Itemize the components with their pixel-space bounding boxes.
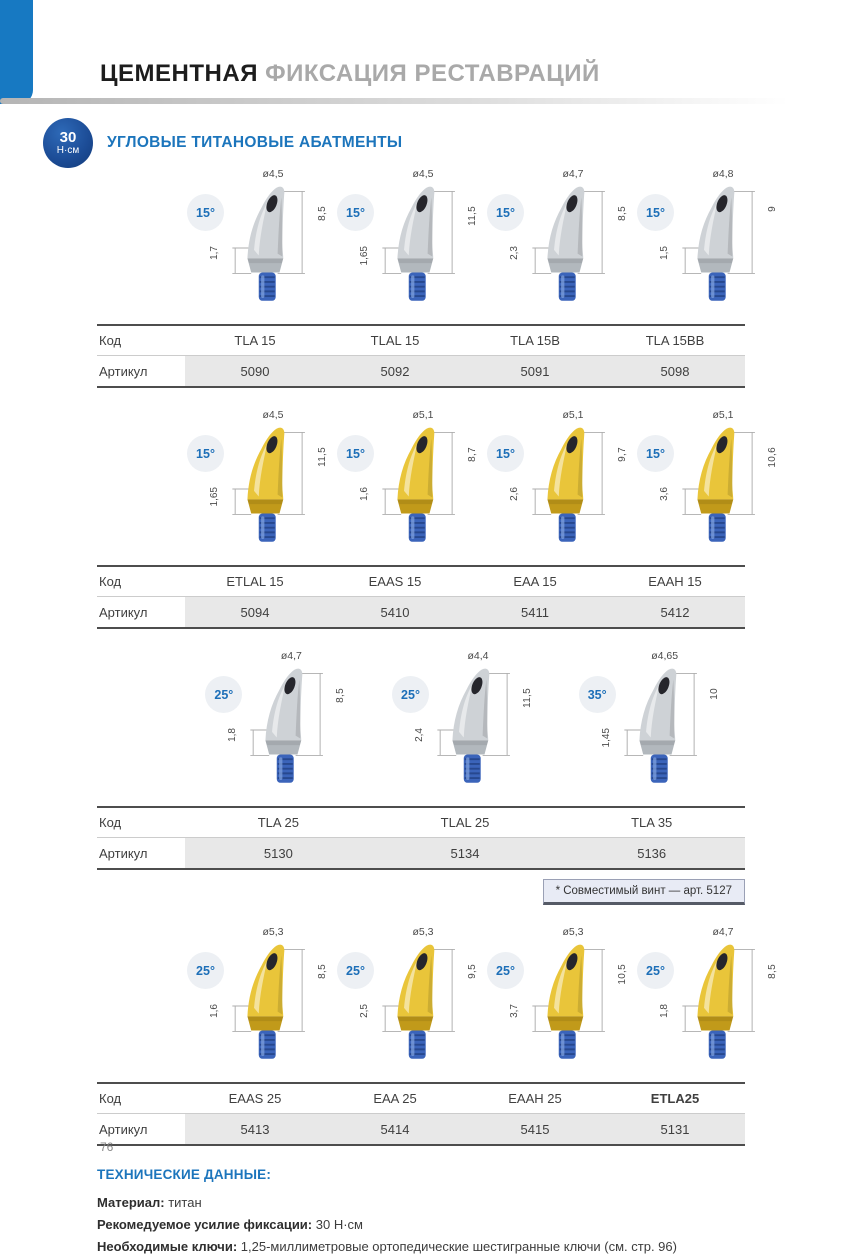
diameter-label: ø5,1 bbox=[562, 409, 584, 421]
page-edge-tab bbox=[0, 0, 33, 104]
product-article: 5134 bbox=[450, 845, 480, 861]
platform-label: 2,6 bbox=[509, 487, 520, 501]
technical-data-title: ТЕХНИЧЕСКИЕ ДАННЫЕ: bbox=[97, 1167, 272, 1182]
angle-badge: 15° bbox=[187, 194, 224, 231]
angle-badge: 35° bbox=[579, 676, 616, 713]
product-code: EAAH 25 bbox=[508, 1091, 562, 1106]
diameter-label: ø4,4 bbox=[467, 650, 489, 662]
diameter-label: ø5,3 bbox=[262, 926, 284, 938]
article-row-label: Артикул bbox=[99, 604, 148, 620]
diameter-label: ø4,65 bbox=[651, 650, 679, 662]
product-article: 5090 bbox=[240, 363, 270, 379]
product-figure bbox=[335, 409, 485, 561]
abutment-icon bbox=[669, 940, 773, 1072]
product-figure bbox=[335, 168, 485, 320]
angle-badge: 25° bbox=[187, 952, 224, 989]
product-article: 5413 bbox=[240, 1121, 270, 1137]
article-row-label: Артикул bbox=[99, 1121, 148, 1137]
product-article: 5098 bbox=[660, 363, 690, 379]
product-figure bbox=[485, 926, 635, 1078]
product-code: TLA 15BB bbox=[645, 333, 705, 348]
page-title-light: ФИКСАЦИЯ РЕСТАВРАЦИЙ bbox=[265, 60, 600, 87]
product-article: 5414 bbox=[380, 1121, 410, 1137]
diameter-label: ø5,1 bbox=[412, 409, 434, 421]
angle-badge: 25° bbox=[392, 676, 429, 713]
product-code: TLA 15B bbox=[510, 333, 560, 348]
height-label: 9,5 bbox=[467, 964, 478, 979]
product-group-4 bbox=[97, 926, 778, 1146]
product-figure bbox=[335, 926, 485, 1078]
platform-label: 1,6 bbox=[209, 1004, 220, 1018]
product-article: 5411 bbox=[521, 604, 549, 620]
product-group-2 bbox=[97, 409, 778, 629]
platform-label: 1,7 bbox=[209, 246, 220, 260]
angle-badge: 15° bbox=[337, 435, 374, 472]
product-table bbox=[97, 565, 745, 629]
angle-badge: 15° bbox=[337, 194, 374, 231]
diameter-label: ø4,7 bbox=[562, 168, 584, 180]
product-figure bbox=[203, 650, 353, 802]
platform-label: 1,8 bbox=[227, 728, 239, 742]
tech-label: Необходимые ключи: bbox=[97, 1239, 238, 1254]
tech-label: Рекомедуемое усилие фиксации: bbox=[97, 1217, 313, 1232]
product-code: EAAS 15 bbox=[368, 574, 422, 589]
tech-row-material bbox=[97, 1192, 745, 1214]
torque-unit: Н·см bbox=[56, 144, 80, 156]
angle-badge: 25° bbox=[205, 676, 242, 713]
diameter-label: ø4,5 bbox=[262, 168, 284, 180]
abutment-icon bbox=[219, 182, 323, 314]
platform-label: 1,8 bbox=[659, 1004, 670, 1018]
platform-label: 3,7 bbox=[509, 1004, 520, 1018]
platform-label: 2,5 bbox=[359, 1004, 370, 1018]
platform-label: 1,45 bbox=[600, 728, 612, 748]
header-divider bbox=[0, 98, 848, 104]
abutment-icon bbox=[219, 940, 323, 1072]
diameter-label: ø4,7 bbox=[712, 926, 734, 938]
height-label: 9,7 bbox=[617, 447, 628, 462]
product-figure bbox=[635, 168, 785, 320]
height-label: 10,5 bbox=[617, 964, 628, 985]
product-article: 5136 bbox=[637, 845, 667, 861]
code-row-label: Код bbox=[99, 1091, 122, 1106]
platform-label: 1,6 bbox=[359, 487, 370, 501]
product-figure bbox=[185, 168, 335, 320]
tech-row-torque bbox=[97, 1214, 745, 1236]
height-label: 11,5 bbox=[467, 206, 478, 226]
product-table bbox=[97, 806, 745, 870]
abutment-icon bbox=[611, 664, 715, 796]
product-code: TLA 35 bbox=[631, 815, 673, 830]
product-figure bbox=[390, 650, 540, 802]
platform-label: 3,6 bbox=[659, 487, 670, 501]
diameter-label: ø4,5 bbox=[262, 409, 284, 421]
product-code: EAA 25 bbox=[373, 1091, 417, 1106]
torque-value: 30 bbox=[59, 128, 77, 146]
code-row-label: Код bbox=[99, 333, 122, 348]
product-figure bbox=[577, 650, 727, 802]
page-title bbox=[100, 60, 600, 88]
diameter-label: ø5,3 bbox=[562, 926, 584, 938]
angle-badge: 15° bbox=[637, 194, 674, 231]
product-figure bbox=[485, 409, 635, 561]
diameter-label: ø5,3 bbox=[412, 926, 434, 938]
tech-value: 1,25-миллиметровые ортопедические шестигранные ключи (см. стр. 96) bbox=[240, 1239, 677, 1254]
tech-row-keys bbox=[97, 1236, 745, 1258]
product-figure bbox=[185, 926, 335, 1078]
product-article: 5412 bbox=[660, 604, 690, 620]
platform-label: 1,65 bbox=[359, 246, 370, 266]
product-group-1 bbox=[97, 168, 778, 388]
abutment-icon bbox=[519, 940, 623, 1072]
page-title-strong: ЦЕМЕНТНАЯ bbox=[100, 60, 258, 87]
abutment-icon bbox=[369, 182, 473, 314]
section-title: УГЛОВЫЕ ТИТАНОВЫЕ АБАТМЕНТЫ bbox=[107, 134, 403, 151]
abutment-icon bbox=[519, 423, 623, 555]
diameter-label: ø4,8 bbox=[712, 168, 734, 180]
product-code: EAA 15 bbox=[513, 574, 557, 589]
height-label: 8,5 bbox=[317, 964, 328, 979]
height-label: 8,5 bbox=[617, 206, 628, 221]
abutment-icon bbox=[237, 664, 341, 796]
product-code: TLAL 25 bbox=[440, 815, 490, 830]
product-figure bbox=[635, 926, 785, 1078]
product-article: 5094 bbox=[240, 604, 270, 620]
angle-badge: 15° bbox=[487, 435, 524, 472]
code-row-label: Код bbox=[99, 574, 122, 589]
height-label: 9 bbox=[767, 206, 778, 212]
product-article: 5130 bbox=[263, 845, 293, 861]
height-label: 8,5 bbox=[767, 964, 778, 979]
tech-value: 30 Н·см bbox=[315, 1217, 363, 1232]
tech-label: Материал: bbox=[97, 1195, 165, 1210]
product-figure bbox=[185, 409, 335, 561]
product-code: EAAH 15 bbox=[648, 574, 702, 589]
angle-badge: 15° bbox=[487, 194, 524, 231]
diameter-label: ø4,5 bbox=[412, 168, 434, 180]
page-number: 76 bbox=[100, 1140, 114, 1154]
height-label: 8,5 bbox=[335, 688, 347, 703]
angle-badge: 15° bbox=[187, 435, 224, 472]
abutment-icon bbox=[519, 182, 623, 314]
platform-label: 1,5 bbox=[659, 246, 670, 260]
product-article: 5131 bbox=[660, 1121, 690, 1137]
angle-badge: 25° bbox=[337, 952, 374, 989]
abutment-icon bbox=[369, 940, 473, 1072]
abutment-icon bbox=[669, 182, 773, 314]
abutment-icon bbox=[369, 423, 473, 555]
height-label: 10,6 bbox=[767, 447, 778, 468]
height-label: 8,7 bbox=[467, 447, 478, 462]
height-label: 8,5 bbox=[317, 206, 328, 221]
angle-badge: 15° bbox=[637, 435, 674, 472]
platform-label: 2,3 bbox=[509, 246, 520, 260]
tech-value: титан bbox=[168, 1195, 202, 1210]
abutment-icon bbox=[219, 423, 323, 555]
diameter-label: ø5,1 bbox=[712, 409, 734, 421]
torque-badge bbox=[43, 118, 93, 168]
product-figure bbox=[635, 409, 785, 561]
height-label: 11,5 bbox=[317, 447, 328, 467]
platform-label: 2,4 bbox=[414, 728, 425, 742]
product-article: 5092 bbox=[380, 363, 410, 379]
angle-badge: 25° bbox=[637, 952, 674, 989]
article-row-label: Артикул bbox=[99, 363, 148, 379]
product-table bbox=[97, 324, 745, 388]
diameter-label: ø4,7 bbox=[280, 650, 302, 662]
product-article: 5091 bbox=[520, 363, 550, 379]
compatible-screw-note: * Совместимый винт — арт. 5127 bbox=[543, 879, 745, 905]
height-label: 10 bbox=[708, 688, 720, 700]
product-article: 5415 bbox=[520, 1121, 550, 1137]
product-code: EAAS 25 bbox=[228, 1091, 282, 1106]
product-code: TLA 25 bbox=[257, 815, 299, 830]
code-row-label: Код bbox=[99, 815, 122, 830]
height-label: 11,5 bbox=[522, 688, 533, 708]
abutment-icon bbox=[424, 664, 528, 796]
technical-data-section bbox=[97, 1167, 745, 1258]
abutment-icon bbox=[669, 423, 773, 555]
product-article: 5410 bbox=[380, 604, 410, 620]
platform-label: 1,65 bbox=[209, 487, 220, 507]
product-group-3 bbox=[97, 650, 745, 905]
article-row-label: Артикул bbox=[99, 845, 148, 861]
product-figure bbox=[485, 168, 635, 320]
product-table bbox=[97, 1082, 745, 1146]
product-code: TLAL 15 bbox=[370, 333, 420, 348]
product-code: TLA 15 bbox=[234, 333, 276, 348]
angle-badge: 25° bbox=[487, 952, 524, 989]
product-code: ETLAL 15 bbox=[226, 574, 284, 589]
product-code: ETLA25 bbox=[650, 1091, 700, 1106]
